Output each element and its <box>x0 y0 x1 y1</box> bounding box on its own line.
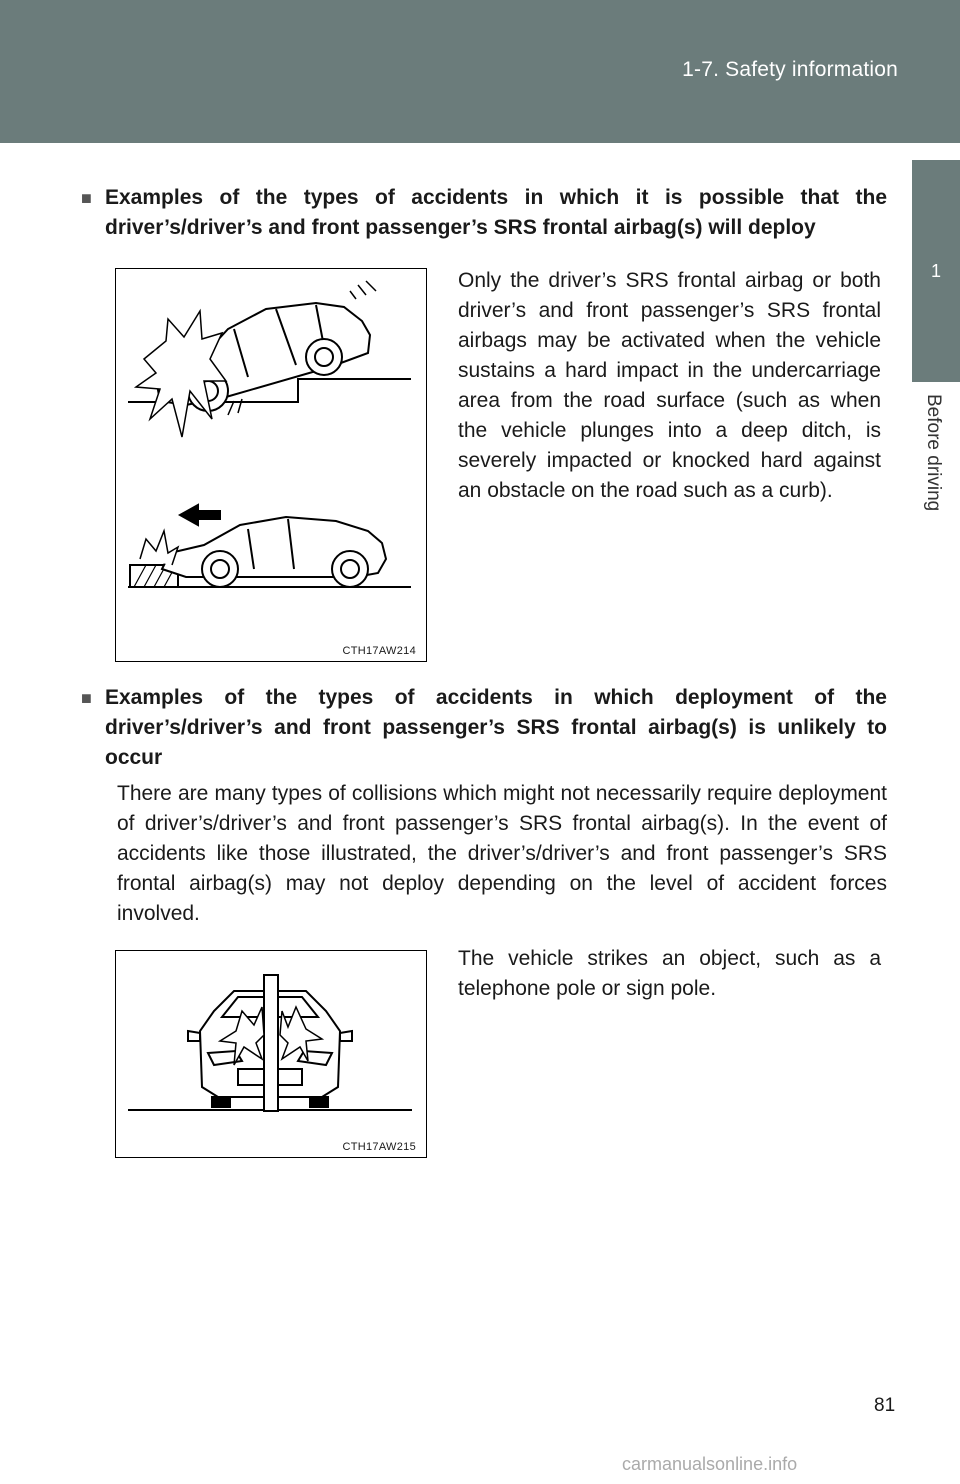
intro-unlikely: There are many types of collisions which might not necessarily require deployment of driver’s/driver’s and front passenger’s SRS frontal airbag(s). In the event of accidents like those illustrated, the driver’s/driver’s and front passenger’s SRS frontal airbag(s) may not deploy depending on the level of accident forces involved. <box>117 782 887 925</box>
chapter-label: Before driving <box>923 394 944 512</box>
square-bullet-icon: ■ <box>81 688 92 708</box>
chapter-number: 1 <box>912 160 960 382</box>
section-title: 1-7. Safety information <box>682 58 898 81</box>
page-header <box>0 0 960 143</box>
figure-pole-collision <box>115 950 427 1158</box>
figure-undercarriage-impact <box>115 268 427 662</box>
pole-collision-illustration <box>116 951 426 1157</box>
square-bullet-icon: ■ <box>81 188 92 208</box>
figure-code: CTH17AW215 <box>342 1141 416 1153</box>
figure-code: CTH17AW214 <box>342 645 416 657</box>
description-pole: The vehicle strikes an object, such as a telephone pole or sign pole. <box>458 947 881 1000</box>
undercarriage-impact-illustration <box>116 269 426 661</box>
section-heading-deploy: ■ Examples of the types of accidents in which it is possible that the driver’s/driver’s and front passenger’s SRS frontal airbag(s) will deploy <box>105 183 887 243</box>
watermark: carmanualsonline.info <box>622 1454 798 1474</box>
page-number: 81 <box>874 1395 896 1416</box>
section-heading-unlikely: ■ Examples of the types of accidents in which deployment of the driver’s/driver’s and front passenger’s SRS frontal airbag(s) is unlikely to occur <box>105 683 887 773</box>
description-undercarriage: Only the driver’s SRS frontal airbag or both driver’s and front passenger’s SRS frontal airbags may be activated when the vehicle sustains a hard impact in the undercarriage area from the road surface (such as when the vehicle plunges into a deep ditch, is severely impacted or knocked hard against an obstacle on the road such as a curb). <box>458 269 881 502</box>
chapter-tab <box>912 160 960 1248</box>
chapter-label-box <box>912 386 960 1248</box>
